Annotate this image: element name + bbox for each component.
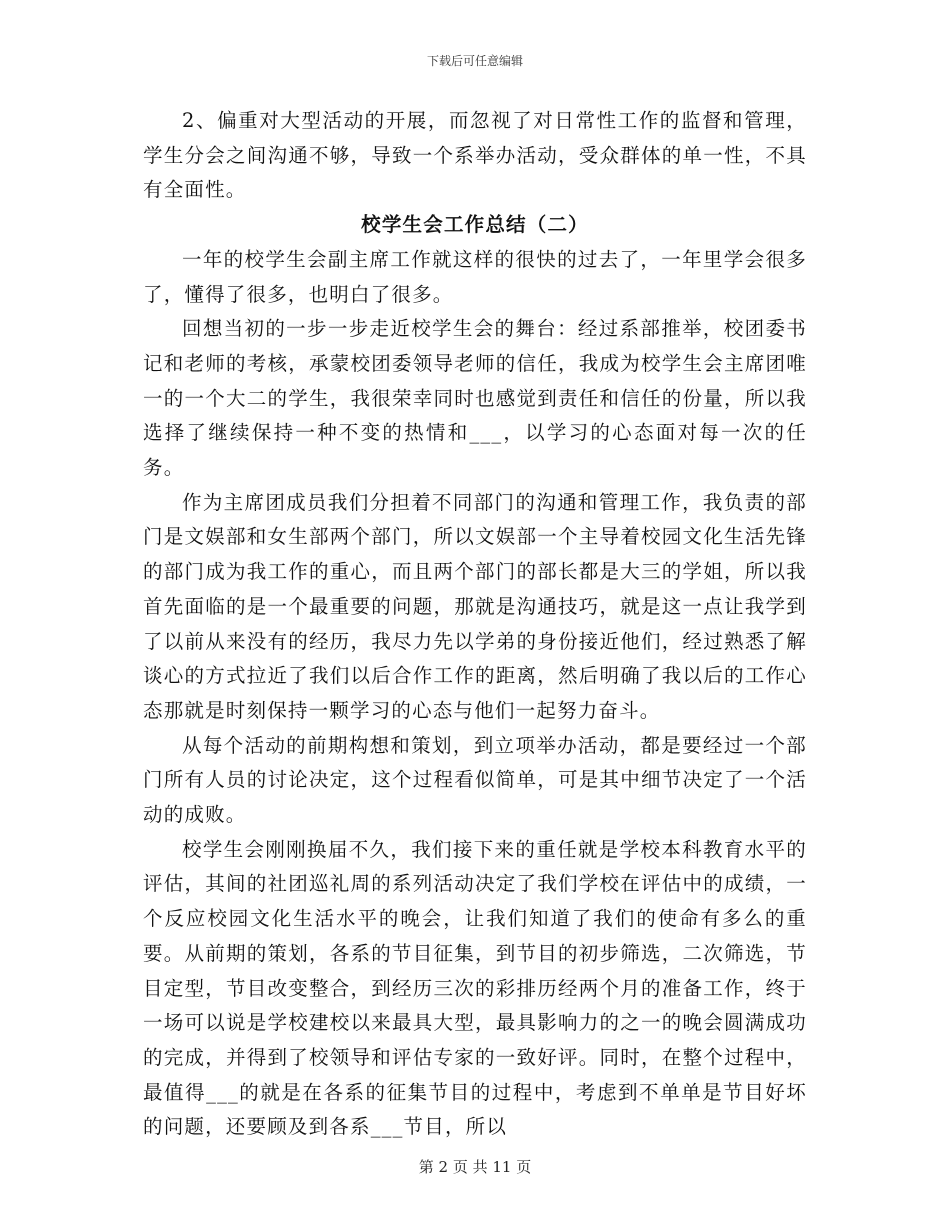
paragraph: 从每个活动的前期构想和策划，到立项举办活动，都是要经过一个部门所有人员的讨论决定，这个过程看似简单，可是其中细节决定了一个活动的成败。 [143, 733, 807, 827]
section-title: 校学生会工作总结（二） [361, 213, 589, 237]
paragraph: 一年的校学生会副主席工作就这样的很快的过去了，一年里学会很多了，懂得了很多，也明白了很多。 [143, 247, 807, 306]
page-header-note: 下载后可任意编辑 [426, 54, 523, 68]
paragraph: 校学生会刚刚换届不久，我们接下来的重任就是学校本科教育水平的评估，其间的社团巡礼周的系列活动决定了我们学校在评估中的成绩，一个反应校园文化生活水平的晚会，让我们知道了我们的使命有多么的重要。从前期的策划，各系的节目征集，到节目的初步筛选，二次筛选，节目定型，节目改变整合，到经历三次的彩排历经两个月的准备工作，终于一场可以说是学校建校以来最具大型，最具影响力的之一的晚会圆满成功的完成，并得到了校领导和评估专家的一致好评。同时，在整个过程中，最值得___的就是在各系的征集节目的过程中，考虑到不单单是节目好坏的问题，还要顾及到各系___节目，所以 [143, 837, 807, 1139]
document-body [143, 104, 807, 1145]
paragraph: 回想当初的一步一步走近校学生会的舞台：经过系部推举，校团委书记和老师的考核，承蒙校团委领导老师的信任，我成为校学生会主席团唯一的一个大二的学生，我很荣幸同时也感觉到责任和信任的份量，所以我选择了继续保持一种不变的热情和___，以学习的心态面对每一次的任务。 [143, 317, 807, 480]
page-number-footer: 第 2 页 共 11 页 [418, 1158, 532, 1176]
paragraph-intro: 2、偏重对大型活动的开展，而忽视了对日常性工作的监督和管理，学生分会之间沟通不够，导致一个系举办活动，受众群体的单一性，不具有全面性。 [143, 109, 807, 202]
paragraph: 作为主席团成员我们分担着不同部门的沟通和管理工作，我负责的部门是文娱部和女生部两个部门，所以文娱部一个主导着校园文化生活先锋的部门成为我工作的重心，而且两个部门的部长都是大三的学姐，所以我首先面临的是一个最重要的问题，那就是沟通技巧，就是这一点让我学到了以前从来没有的经历，我尽力先以学弟的身份接近他们，经过熟悉了解谈心的方式拉近了我们以后合作工作的距离，然后明确了我以后的工作心态那就是时刻保持一颗学习的心态与他们一起努力奋斗。 [143, 490, 807, 722]
